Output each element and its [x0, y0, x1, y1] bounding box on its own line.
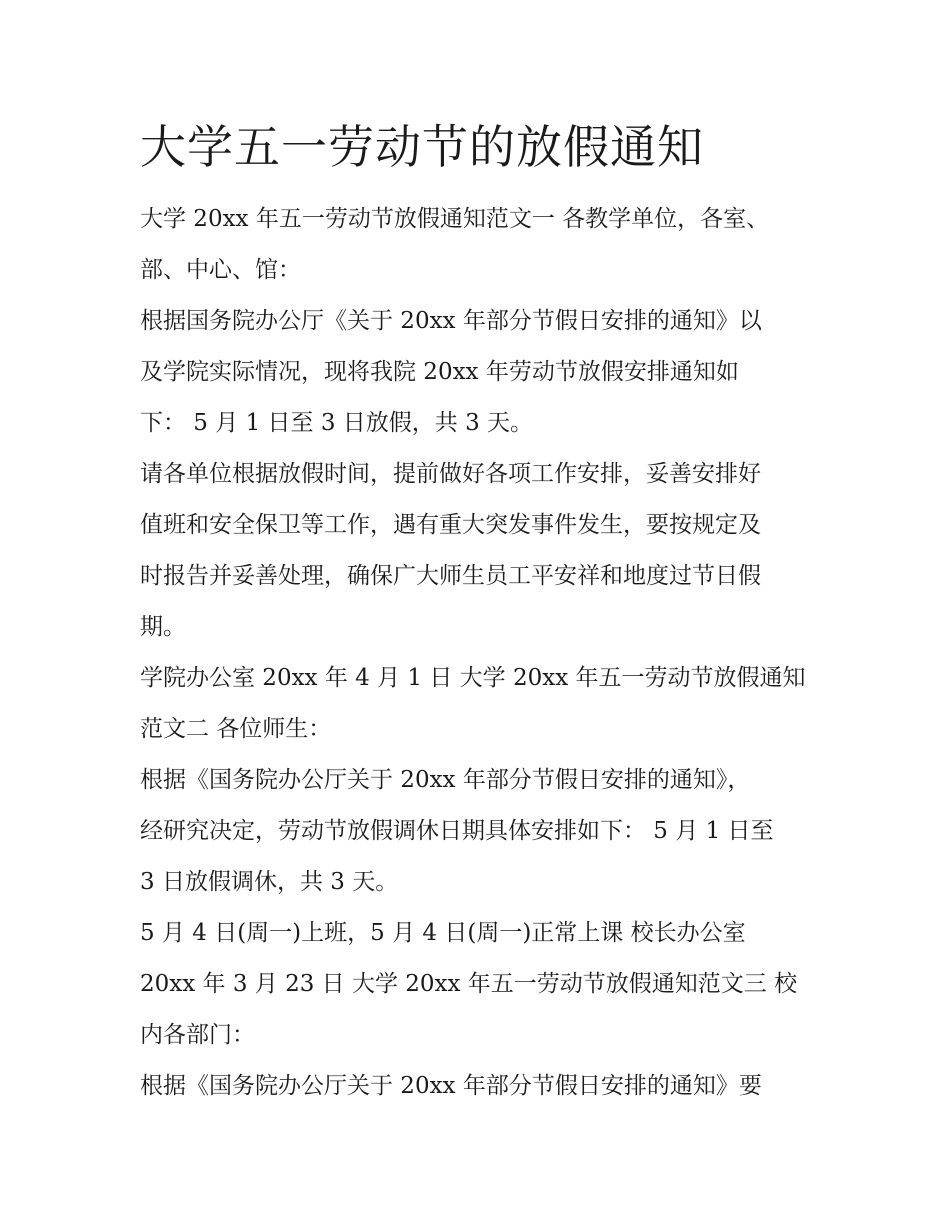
- text-line-11: 范文二 各位师生：: [140, 716, 332, 742]
- text-line-15: 5 月 4 日(周一)上班，5 月 4 日(周一)正常上课 校长办公室: [140, 920, 746, 946]
- text-line-6: 请各单位根据放假时间，提前做好各项工作安排，妥善安排好: [140, 461, 761, 487]
- text-line-5: 下： 5 月 1 日至 3 日放假，共 3 天。: [140, 410, 534, 436]
- text-line-3: 根据国务院办公厅《关于 20xx 年部分节假日安排的通知》以: [140, 308, 762, 334]
- text-line-12: 根据《国务院办公厅关于 20xx 年部分节假日安排的通知》，: [140, 767, 751, 793]
- text-line-2: 部、中心、馆：: [140, 257, 301, 283]
- text-line-8: 时报告并妥善处理，确保广大师生员工平安祥和地度过节日假: [140, 563, 761, 589]
- document-body: [140, 112, 820, 1112]
- text-line-7: 值班和安全保卫等工作，遇有重大突发事件发生，要按规定及: [140, 512, 761, 538]
- text-line-14: 3 日放假调休，共 3 天。: [140, 869, 399, 895]
- text-line-1: 大学 20xx 年五一劳动节放假通知范文一 各教学单位，各室、: [140, 206, 770, 232]
- text-line-4: 及学院实际情况，现将我院 20xx 年劳动节放假安排通知如: [140, 359, 739, 385]
- text-line-13: 经研究决定，劳动节放假调休日期具体安排如下： 5 月 1 日至: [140, 818, 774, 844]
- document-title: 大学五一劳动节的放假通知: [140, 120, 704, 174]
- text-line-18: 根据《国务院办公厅关于 20xx 年部分节假日安排的通知》要: [140, 1073, 762, 1099]
- text-line-16: 20xx 年 3 月 23 日 大学 20xx 年五一劳动节放假通知范文三 校: [140, 971, 798, 997]
- text-line-17: 内各部门：: [140, 1022, 255, 1048]
- text-line-10: 学院办公室 20xx 年 4 月 1 日 大学 20xx 年五一劳动节放假通知: [140, 665, 806, 691]
- text-line-9: 期。: [140, 614, 186, 640]
